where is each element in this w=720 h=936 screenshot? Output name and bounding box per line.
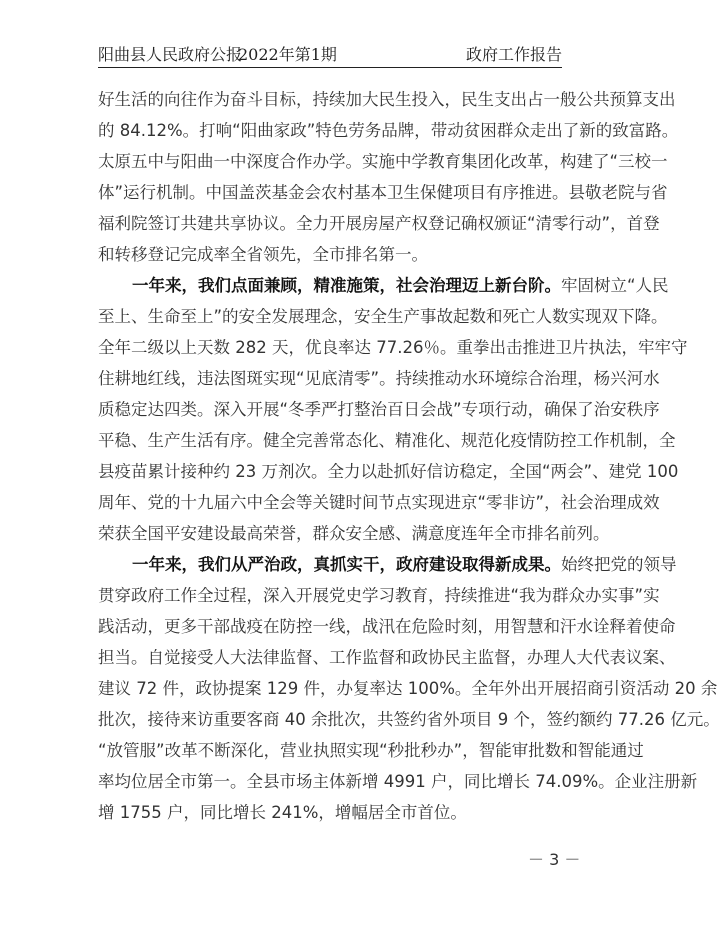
section-title: 政府工作报告	[465, 45, 562, 64]
line-text: 践活动，更多干部战疫在防控一线，战汛在危险时刻，用智慧和汗水诠释着使命	[98, 617, 676, 636]
text-line	[98, 582, 660, 613]
line-text: 体”运行机制。中国盖茨基金会农村基本卫生保健项目有序推进。县敬老院与省	[98, 183, 668, 202]
text-line	[98, 396, 660, 427]
line-text: 始终把党的领导	[561, 555, 677, 574]
line-text: 和转移登记完成率全省领先，全市排名第一。	[98, 245, 428, 264]
paragraph-lead: 一年来，我们从严治政，真抓实干，政府建设取得新成果。	[132, 555, 561, 574]
text-line	[98, 706, 720, 737]
text-line	[98, 303, 668, 334]
text-line	[98, 768, 698, 799]
bulletin-title: 阳曲县人民政府公报	[98, 45, 243, 64]
line-text: 质稳定达四类。深入开展“冬季严打整治百日会战”专项行动，确保了治安秩序	[98, 400, 660, 419]
page-number: － 3 －	[528, 850, 581, 869]
text-line	[98, 241, 562, 272]
issue-number: 2022年第1期	[238, 45, 337, 64]
line-text: 担当。自觉接受人大法律监督、工作监督和政协民主监督，办理人大代表议案、	[98, 648, 676, 667]
line-text: 福利院签订共建共享协议。全力开展房屋产权登记确权颁证“清零行动”，首登	[98, 214, 660, 233]
text-line	[98, 520, 610, 551]
line-text: 住耕地红线，违法图斑实现“见底清零”。持续推动水环境综合治理，杨兴河水	[98, 369, 660, 388]
document-body	[98, 86, 720, 830]
line-text: 建议 72 件，政协提案 129 件，办复率达 100%。全年外出开展招商引资活动 20 余	[98, 679, 718, 698]
paragraph	[98, 86, 679, 272]
paragraph	[98, 272, 688, 551]
line-text: 荣获全国平安建设最高荣誉，群众安全感、满意度连年全市排名前列。	[98, 524, 610, 543]
text-line	[98, 365, 660, 396]
line-text: 全年二级以上天数 282 天，优良率达 77.26％。重拳出击推进卫片执法，牢牢守	[98, 338, 688, 357]
line-text: 增 1755 户，同比增长 241%，增幅居全市首位。	[98, 803, 467, 822]
text-line	[98, 458, 679, 489]
text-line	[98, 117, 679, 148]
line-text: 周年、党的十九届六中全会等关键时间节点实现进京“零非访”，社会治理成效	[98, 493, 660, 512]
text-line	[98, 551, 677, 582]
line-text: 太原五中与阳曲一中深度合作办学。实施中学教育集团化改革，构建了“三校一	[98, 152, 668, 171]
text-line	[98, 210, 660, 241]
line-text: 至上、生命至上”的安全发展理念，安全生产事故起数和死亡人数实现双下降。	[98, 307, 668, 326]
line-text: 县疫苗累计接种约 23 万剂次。全力以赴抓好信访稳定，全国“两会”、建党 100	[98, 462, 679, 481]
text-line	[98, 427, 676, 458]
line-text: 批次，接待来访重要客商 40 余批次，共签约省外项目 9 个，签约额约 77.26 亿元。	[98, 710, 720, 729]
text-line	[98, 272, 669, 303]
text-line	[98, 489, 660, 520]
text-line	[98, 644, 676, 675]
text-line	[98, 799, 562, 830]
text-line	[98, 148, 668, 179]
text-line	[98, 675, 718, 706]
paragraph	[98, 551, 720, 830]
text-line	[98, 86, 676, 117]
paragraph-lead: 一年来，我们点面兼顾，精准施策，社会治理迈上新台阶。	[132, 276, 561, 295]
line-text: 平稳、生产生活有序。健全完善常态化、精准化、规范化疫情防控工作机制，全	[98, 431, 676, 450]
line-text: 牢固树立“人民	[561, 276, 669, 295]
text-line	[98, 613, 676, 644]
page-header	[98, 45, 562, 68]
text-line	[98, 334, 688, 365]
line-text: 好生活的向往作为奋斗目标，持续加大民生投入，民生支出占一般公共预算支出	[98, 90, 676, 109]
text-line	[98, 737, 644, 768]
line-text: 的 84.12%。打响“阳曲家政”特色劳务品牌，带动贫困群众走出了新的致富路。	[98, 121, 679, 140]
text-line	[98, 179, 668, 210]
line-text: “放管服”改革不断深化，营业执照实现“秒批秒办”，智能审批数和智能通过	[98, 741, 644, 760]
line-text: 贯穿政府工作全过程，深入开展党史学习教育，持续推进“我为群众办实事”实	[98, 586, 660, 605]
line-text: 率均位居全市第一。全县市场主体新增 4991 户，同比增长 74.09%。企业注册新	[98, 772, 698, 791]
